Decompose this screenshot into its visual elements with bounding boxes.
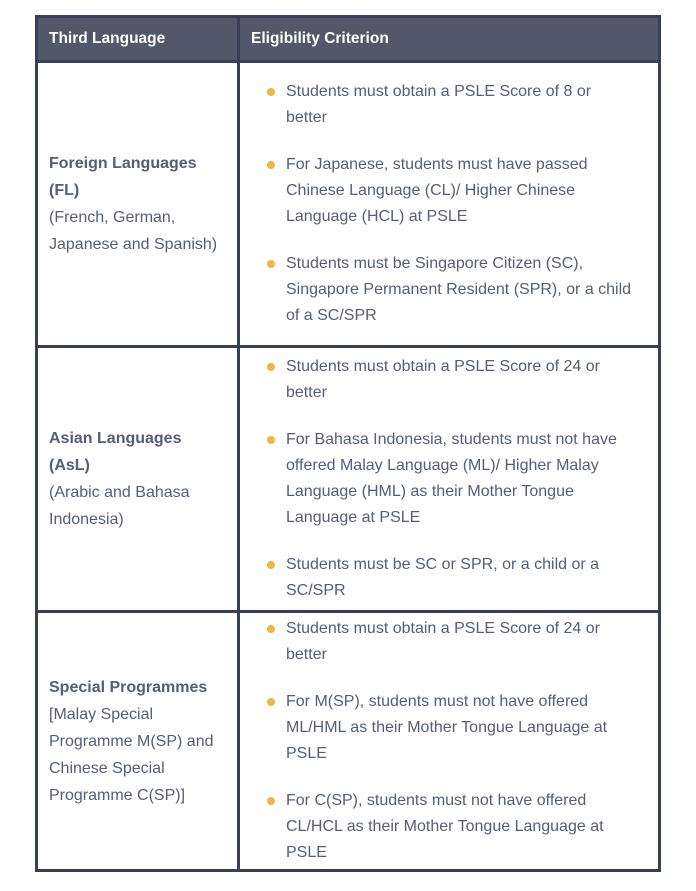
criteria-item: [267, 689, 636, 767]
table-row: [38, 613, 658, 869]
criteria-item: [267, 152, 636, 230]
criteria-text: Students must obtain a PSLE Score of 8 or better: [286, 83, 592, 126]
criteria-text: For C(SP), students must not have offered CL/HCL as their Mother Tongue Language at PSLE: [286, 792, 604, 861]
criteria-text: Students must obtain a PSLE Score of 24 or better: [286, 620, 600, 663]
criteria-text: For Bahasa Indonesia, students must not have offered Malay Language (ML)/ Higher Malay Language (HML) as their Mother Tongue Language at PSLE: [286, 431, 617, 526]
language-detail: [Malay Special Programme M(SP) and Chinese Special Programme C(SP)]: [49, 705, 214, 804]
table-row: [38, 63, 658, 348]
criteria-text: For Japanese, students must have passed Chinese Language (CL)/ Higher Chinese Language (HCL) at PSLE: [286, 156, 588, 225]
language-cell-asian-languages: [38, 348, 240, 610]
bullet-icon: [267, 698, 275, 706]
bullet-icon: [267, 260, 275, 268]
criteria-item: [267, 788, 636, 866]
language-name: Foreign Languages (FL): [49, 155, 197, 199]
language-name: Special Programmes: [49, 678, 208, 696]
criteria-cell: [240, 348, 658, 610]
bullet-icon: [267, 161, 275, 169]
criteria-text: For M(SP), students must not have offered ML/HML as their Mother Tongue Language at PSLE: [286, 693, 608, 762]
criteria-text: Students must be SC or SPR, or a child or a SC/SPR: [286, 556, 600, 599]
table-row: [38, 348, 658, 613]
header-third-language: Third Language: [38, 18, 240, 60]
criteria-text: Students must obtain a PSLE Score of 24 or better: [286, 358, 600, 401]
language-cell-special-programmes: [38, 613, 240, 869]
bullet-icon: [267, 625, 275, 633]
criteria-item: [267, 616, 636, 668]
bullet-icon: [267, 561, 275, 569]
criteria-item: [267, 354, 636, 406]
criteria-item: [267, 427, 636, 531]
language-name: Asian Languages (AsL): [49, 430, 182, 474]
criteria-item: [267, 552, 636, 604]
language-detail: (Arabic and Bahasa Indonesia): [49, 484, 190, 528]
bullet-icon: [267, 436, 275, 444]
table-header-row: [38, 18, 658, 63]
header-eligibility-criterion: Eligibility Criterion: [251, 30, 389, 47]
bullet-icon: [267, 363, 275, 371]
language-detail: (French, German, Japanese and Spanish): [49, 209, 218, 253]
bullet-icon: [267, 797, 275, 805]
eligibility-table: [35, 15, 661, 872]
criteria-item: [267, 251, 636, 329]
criteria-cell: [240, 63, 658, 345]
bullet-icon: [267, 88, 275, 96]
criteria-item: [267, 79, 636, 131]
language-cell-foreign-languages: [38, 63, 240, 345]
criteria-cell: [240, 613, 658, 869]
criteria-text: Students must be Singapore Citizen (SC), Singapore Permanent Resident (SPR), or a child of a SC/SPR: [286, 255, 632, 324]
